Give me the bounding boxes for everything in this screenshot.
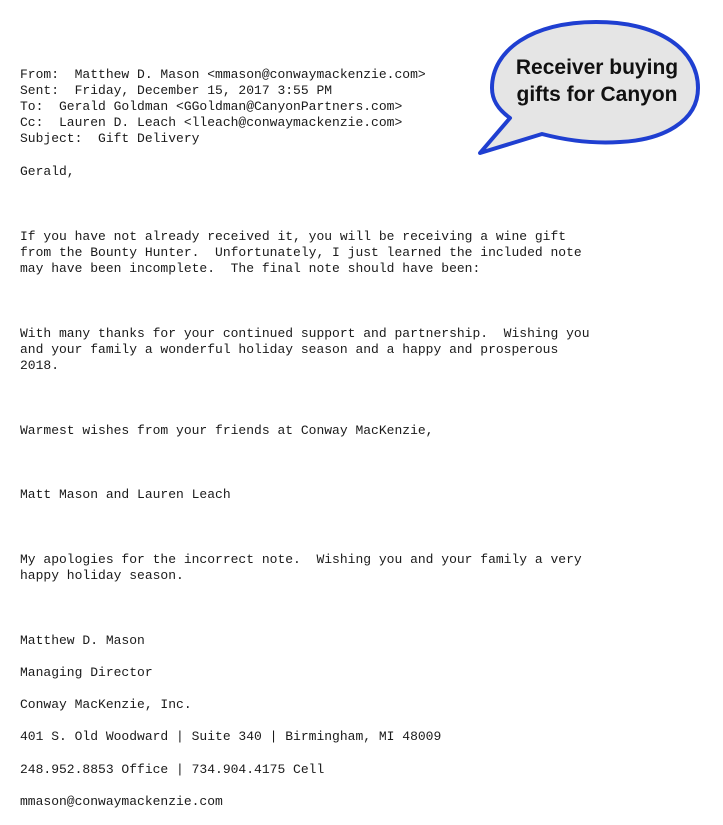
paragraph1-line2: from the Bounty Hunter. Unfortunately, I just learned the included note [20,245,582,260]
signature-phones: 248.952.8853 Office | 734.904.4175 Cell [20,762,325,777]
annotation-line2: gifts for Canyon [516,83,678,106]
annotation-line1: Receiver buying [515,56,679,79]
signature-company: Conway MacKenzie, Inc. [20,697,192,712]
paragraph1-line1: If you have not already received it, you will be receiving a wine gift [20,229,567,244]
signature-name: Matthew D. Mason [20,633,145,648]
annotation-callout [470,10,722,160]
header-cc: Cc: Lauren D. Leach <lleach@conwaymackenzie.com> [20,115,403,130]
paragraph2-line1: With many thanks for your continued support and partnership. Wishing you [20,326,590,341]
paragraph2-line3: 2018. [20,358,60,373]
paragraph1-line3: may have been incomplete. The final note should have been: [20,261,481,276]
header-to: To: Gerald Goldman <GGoldman@CanyonPartners.com> [20,99,403,114]
header-sent: Sent: Friday, December 15, 2017 3:55 PM [20,83,333,98]
note-signers: Matt Mason and Lauren Leach [20,487,231,502]
paragraph2-line2: and your family a wonderful holiday season and a happy and prosperous [20,342,559,357]
signature-email: mmason@conwaymackenzie.com [20,794,223,809]
header-subject: Subject: Gift Delivery [20,131,200,146]
signature-address: 401 S. Old Woodward | Suite 340 | Birmingham, MI 48009 [20,729,442,744]
closing-note: Warmest wishes from your friends at Conway MacKenzie, [20,423,434,438]
signature-title: Managing Director [20,665,153,680]
paragraph3-line1: My apologies for the incorrect note. Wishing you and your family a very [20,552,582,567]
header-from: From: Matthew D. Mason <mmason@conwaymackenzie.com> [20,67,426,82]
annotation-text [492,54,702,108]
greeting: Gerald, [20,164,75,179]
paragraph3-line2: happy holiday season. [20,568,184,583]
